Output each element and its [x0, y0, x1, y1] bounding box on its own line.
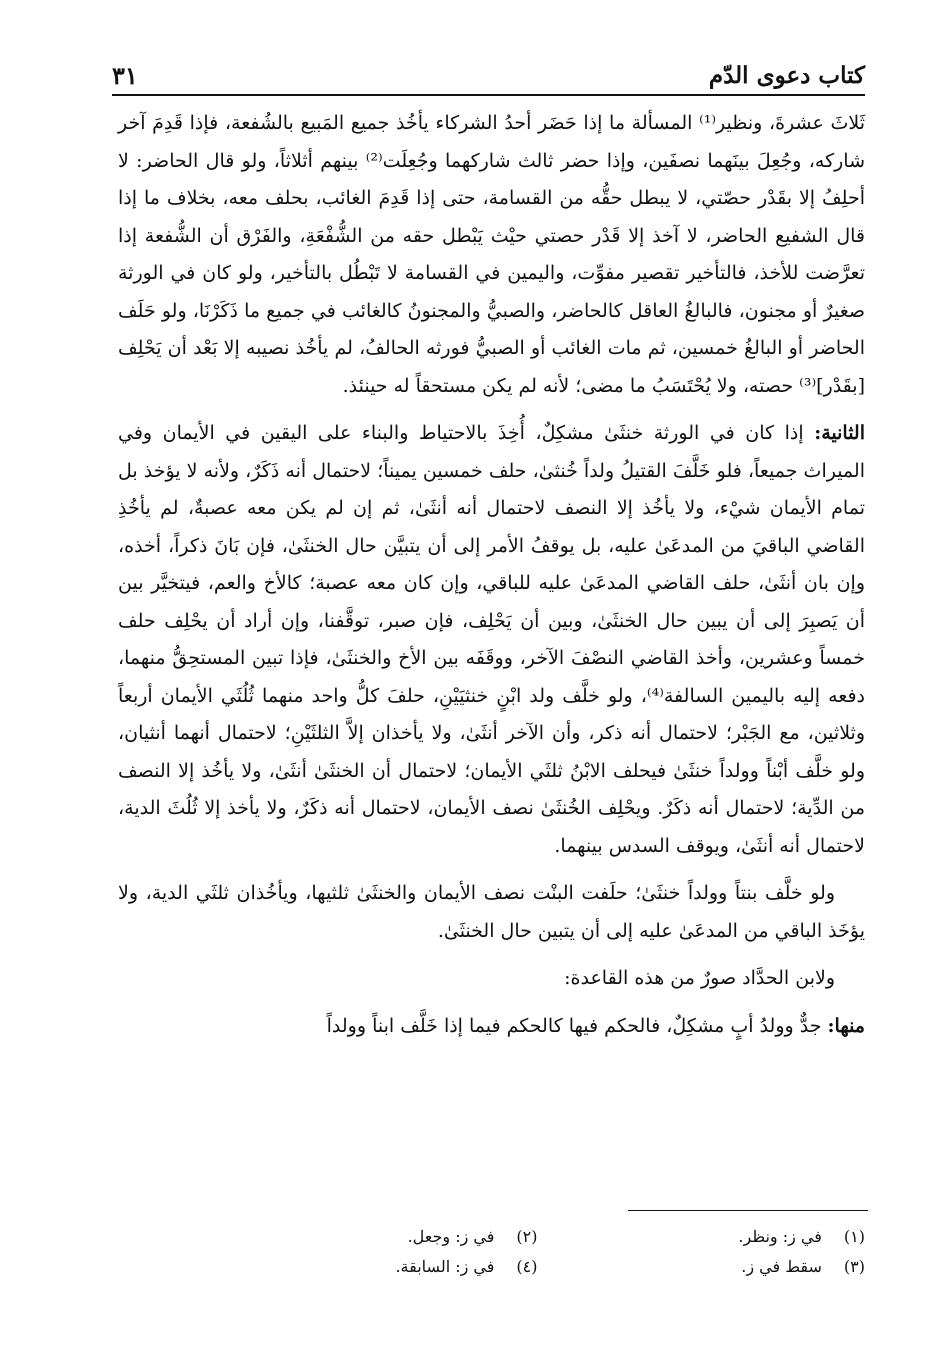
paragraph-text: ولو خلَّف بنتاً وولداً خنثَىٰ؛ حلَفت البنْت نصف الأيمان والخنثَىٰ ثلثيها، ويأخُذان ثلثَي الدية، ولا يؤخَذ الباقي من المدعَىٰ عليه إلى أن يتبين حال الخنثَىٰ. — [118, 882, 865, 942]
paragraph-lead: الثانية: — [814, 422, 865, 444]
footnote-text: سقط في ز. — [741, 1257, 822, 1276]
page-number: ٣١ — [112, 61, 138, 90]
paragraph-text: جدٌّ وولدُ أبٍ مشكِلٌ، فالحكم فيها كالحكم فيما إذا خَلَّف ابناً وولداً — [326, 1014, 822, 1037]
paragraph-2 — [118, 415, 865, 865]
paragraph-1 — [118, 105, 865, 405]
footnote-1 — [578, 1222, 866, 1252]
paragraph-text: إذا كان في الورثة خنثَىٰ مشكِلٌ، أُخِذَ بالاحتياط والبناء على اليقين في الأيمان وفي الميراث جميعاً، فلو خَلَّفَ القتيلُ ولداً خُنثىٰ، حلف خمسين يميناً؛ لاحتمال أنه ذَكَرٌ، ولأنه لا يؤخذ بل تمام الأيمان شيْء، ولا يأخُذ إلا النصف لاحتمال أنه أنثَىٰ، ثم إن لم يكن معه عصبةٌ، لم يأخُذِ القاضي الباقيَ من المدعَىٰ عليه، بل يوقفُ الأمر إلى أن يتبيَّن حال الخنثَىٰ، فإن بَانَ ذكراً، أخذه، وإن بان أنثَىٰ، حلف القاضي المدعَىٰ عليه للباقي، وإن كان معه عصبة؛ كالأخ والعم، فيتخيَّر بين أن يَصبِرَ إلى أن يبين حال الخنثَىٰ، وبين أن يَحْلِف، فإن صبر، توقَّفنا، وإن أراد أن يحْلِف حلف خمساً وعشرين، وأخذ القاضي النصْفَ الآخر، ووقَفَه بين الأخ والخنثَىٰ، فإذا تبين المستحِقُّ منهما، دفعه إليه باليمين السالفة⁽⁴⁾، ولو خلَّف ولد ابْنٍ خنثيَيْنِ، حلفَ كلُّ واحد منهما ثُلُثَي الأيمان أربعاً وثلاثين، مع الجَبْر؛ لاحتمال أنه ذكر، وأن الآخر أنثَىٰ، ولا يأخذان إلاَّ الثلثَيْنِ؛ لاحتمال أنهما أنثيان، ولو خلَّف أبْناً وولداً خنثَىٰ فيحلف الابْنُ ثلثَي الأيمان؛ لاحتمال أن الخنثَىٰ أنثَىٰ، ولا يأخُذ إلا النصف من الدِّية؛ لاحتمال أنه ذكَرٌ. ويحْلِف الخُنثَىٰ نصف الأيمان، لاحتمال أنه ذكَرٌ، ولا يأخذ إلا ثُلُثَ الدية، لاحتمال أنه أنثَىٰ، ويوقف السدس بينهما. — [118, 422, 866, 857]
footnote-text: في ز: السابقة. — [395, 1257, 495, 1276]
chapter-title: كتاب دعوى الدّم — [708, 62, 865, 89]
footnote-number: (٢) — [516, 1227, 538, 1246]
paragraph-3 — [118, 875, 865, 950]
footnote-3 — [578, 1252, 866, 1282]
footnote-text: في ز: ونظر. — [738, 1227, 822, 1246]
paragraph-4 — [118, 960, 865, 998]
main-text — [118, 105, 865, 1045]
footnote-number: (١) — [843, 1227, 865, 1246]
footnote-2 — [250, 1222, 538, 1252]
running-header — [112, 50, 865, 94]
footnote-4 — [250, 1252, 538, 1282]
paragraph-text: ولابن الحدَّاد صورٌ من هذه القاعدة: — [564, 967, 835, 989]
footnote-number: (٤) — [516, 1257, 538, 1276]
paragraph-text: ثَلاثَ عشرةَ، ونظير⁽¹⁾ المسألة ما إذا حَضَر أحدُ الشركاء يأخُذ جميع المَبيع بالشُفعة، فإذا قَدِمَ آخر شاركه، وجُعِلَ بينَهما نصفَين، وإذا حضر ثالث شاركهما وجُعِلَت⁽²⁾ بينهم أثلاثاً، ولو قال الحاضر: لا أحلِفُ إلا بقَدْر حصّتي، لا يبطل حقُّه من القسامة، حتى إذا قَدِمَ الغائب، بحلف معه، بخلاف ما إذا قال الشفيع الحاضر، لا آخذ إلا قَدْر حصتي حيْث يَبْطل حقه من الشُّفْعَةِ، والفَرْق أن الشُّفعة إذا تعرَّضت للأخذ، فالتأخير تقصير مفوِّت، واليمين في القسامة لا تَبْطُل بالتأخير، ولو كان في الورثة صغيرٌ أو مجنون، فالبالغُ العاقل كالحاضر، والصبيُّ والمجنونُ كالغائب في جميع ما ذَكَرْنَا، ولو حَلَف الحاضر أو البالغُ خمسين، ثم مات الغائب أو الصبيُّ فورثه الحالفُ، لم يأخُذ نصيبه إلا بَعْد أن يَحْلِف [بقَدْر]⁽³⁾ حصته، ولا يُحْتَسَبُ ما مضى؛ لأنه لم يكن مستحقاً له حينئذ. — [118, 112, 865, 397]
paragraph-5 — [118, 1008, 865, 1046]
footnote-divider — [628, 1210, 868, 1211]
footnote-text: في ز: وجعل. — [407, 1227, 495, 1246]
header-divider — [112, 94, 865, 96]
paragraph-lead: منها: — [827, 1014, 865, 1037]
footnotes — [250, 1222, 865, 1282]
footnote-number: (٣) — [843, 1257, 865, 1276]
